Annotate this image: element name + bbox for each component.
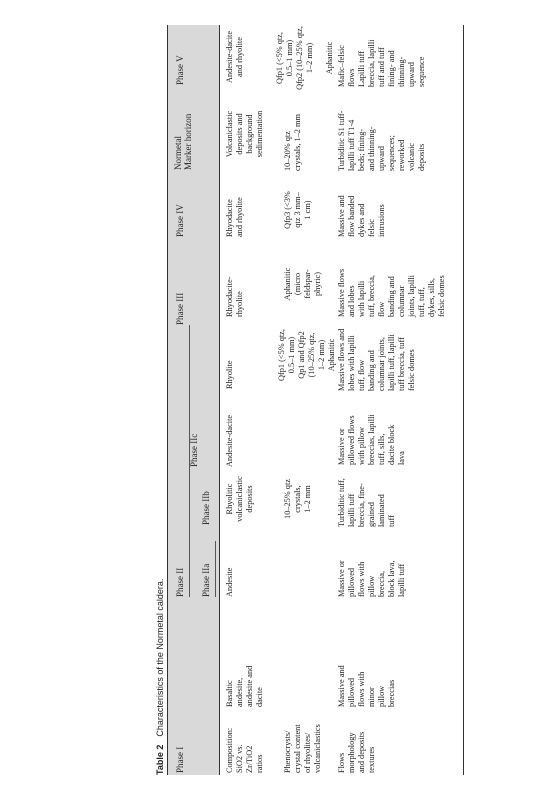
table-top-rule bbox=[167, 25, 168, 775]
row-3-phase-iia: Massive or pillowed flows with pillow breccia, block lava, lapilli tuff bbox=[337, 560, 406, 597]
row-3-phase-iii: Massive flows and lobes with lapilli tuff, breccia, flow banding and columnar joints, lapilli tuff, tuff, dykes, sills, felsic domes bbox=[337, 268, 446, 317]
row-1-phase-iic-felsic: Rhyolite bbox=[225, 360, 234, 389]
header-phase-iii: Phase III bbox=[175, 292, 185, 325]
table-caption-label: Table 2 bbox=[155, 744, 165, 775]
table-bottom-rule bbox=[463, 25, 464, 775]
characteristics-table bbox=[167, 25, 467, 775]
row-1-phase-i: Basaltic andesite, andesite and dacite bbox=[225, 665, 264, 707]
row-3-marker: Turbiditic S1 tuff- lapilli tuff T1-4 beds; fining- and thinning- upward sequences; reworked volcanic deposits bbox=[337, 110, 426, 171]
row-2-phase-iv: Qfp3 (<3% qtz 3 mm– 1 cm) bbox=[283, 191, 312, 229]
row-1-marker: Volcaniclastic deposits and background sedimentation bbox=[225, 110, 264, 158]
header-phase-iic: Phase IIc bbox=[189, 433, 199, 467]
row-2-marker: 10–20% qtz crystals, 1–2 mm bbox=[283, 114, 302, 171]
table-caption-text: Characteristics of the Normetal caldera. bbox=[155, 578, 165, 737]
row-1-phase-iic: Andesite-dacite bbox=[225, 414, 234, 467]
row-2-label: Phenocrysts/ crystal content of rhyolites/ volcaniclastics bbox=[283, 724, 322, 773]
row-1-phase-iii: Rhyodacite- rhyolite bbox=[225, 276, 244, 317]
header-phase-i: Phase I bbox=[175, 746, 185, 773]
header-marker-horizon: Normetal Marker horizon bbox=[173, 113, 193, 170]
row-2-phase-iii: Aphanitic (micro feldspar- phyric) bbox=[283, 267, 322, 301]
header-phase-ii: Phase II bbox=[175, 567, 185, 597]
row-3-phase-v: Mafic–felsic flows Lapilli tuff breccia, lapilli tuff and tuff fining- and thinning- upward sequence bbox=[337, 39, 426, 87]
header-phase-iia-rule bbox=[215, 541, 216, 597]
row-2-phase-iib: 10–25% qtz crystals, 1–2 mm bbox=[283, 479, 312, 519]
row-1-label: Composition: SiO2 vs. Zr/TiO2 ratios bbox=[225, 727, 264, 773]
row-1-phase-iv: Rhyodacite and rhyolite bbox=[225, 197, 244, 237]
row-1-phase-iib: Rhyolitic volcaniclastic deposits bbox=[225, 476, 254, 522]
row-3-label: Flows morphology and deposits textures bbox=[337, 731, 376, 773]
row-3-phase-iib: Turbiditic tuff, lapilli tuff breccia, fine- grained laminated tuff bbox=[337, 478, 396, 527]
row-1-phase-v: Andesite-dacite and rhyolite bbox=[225, 30, 244, 84]
row-2-phase-v: Qfp1 (<5% qtz, 0.5–1 mm) Qfp2 (10–25% qtz, 1–2 mm) Aphanitic bbox=[275, 26, 334, 90]
header-phase-iv: Phase IV bbox=[175, 204, 185, 237]
row-3-phase-iv: Massive and flow banded dykes and felsic intrusions bbox=[337, 195, 386, 237]
row-1-phase-iia: Andesite bbox=[225, 567, 234, 597]
table-header-rule bbox=[219, 25, 220, 775]
row-2-phase-iic-felsic: Qfp1 (<5% qtz, 0.5–1 mm) Qp1 and Qfp2 (10–25% qtz, 1–2 mm) Aphanitic bbox=[277, 329, 336, 381]
header-phase-v: Phase V bbox=[175, 55, 185, 85]
row-3-phase-iic: Massive or pillowed flows with pillow breccias, lapilli tuff, sills, dacite block lava bbox=[337, 414, 406, 465]
row-3-phase-i: Massive and pillowed flows with minor pillow breccias bbox=[337, 665, 396, 707]
table-caption bbox=[155, 579, 165, 775]
row-3-phase-iic-felsic: Massive flows and lobes with lapilli tuff, flow banding and columnar joints, lapilli tuff, lapilli tuff breccia, tuff felsic domes bbox=[337, 328, 416, 391]
header-phase-iia: Phase IIa bbox=[201, 563, 211, 597]
header-phase-iib: Phase IIb bbox=[201, 491, 211, 525]
